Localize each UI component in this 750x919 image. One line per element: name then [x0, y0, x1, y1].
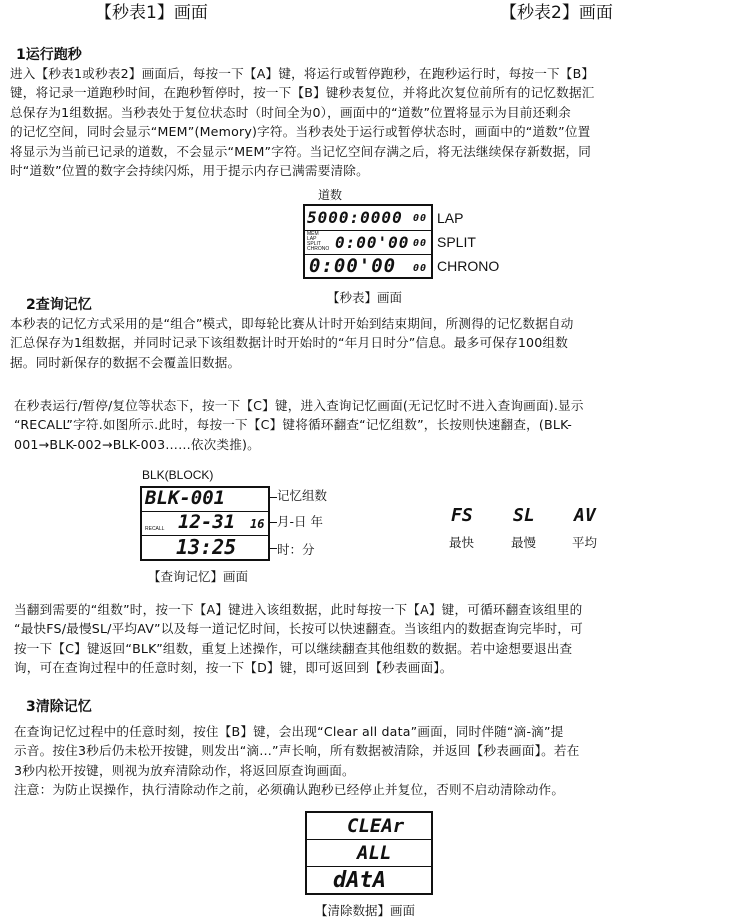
paragraph-line: 注意：为防止误操作，执行清除动作之前，必须确认跑秒已经停止并复位，否则不启动清除动作。: [14, 782, 565, 798]
time-label: 时：分: [277, 542, 315, 557]
split-digits: 0:00'00: [335, 233, 410, 252]
stopwatch-lcd: [303, 204, 433, 279]
mini-label-split: SPLIT: [307, 241, 321, 247]
mini-label-chrono: CHRONO: [307, 246, 330, 252]
stopwatch-diagram: [300, 186, 540, 304]
stat-code-fs: FS: [451, 505, 473, 526]
recall-date: 12-31: [178, 511, 236, 533]
recall-row-block: [142, 488, 268, 512]
paragraph-line: 时“道数”位置的数字会持续闪烁，用于提示内存已满需要清除。: [10, 163, 369, 179]
block-label: BLK(BLOCK): [142, 468, 214, 482]
stat-label-slowest: 最慢: [511, 535, 537, 550]
section1-title: 1运行跑秒: [16, 47, 82, 63]
recall-caption: 【查询记忆】画面: [148, 569, 249, 584]
stats-legend: [447, 505, 617, 555]
stopwatch-caption: 【秒表】画面: [327, 290, 403, 305]
connector-line: [270, 497, 277, 498]
all-text: ALL: [357, 842, 392, 864]
recall-row-date: [142, 512, 268, 536]
lap-count-digits: 5000:0000: [307, 208, 403, 227]
lcd-row-split: [305, 231, 431, 255]
clear-row-1: [307, 813, 431, 840]
clear-diagram: [305, 811, 445, 919]
connector-line: [270, 548, 277, 549]
paragraph-line: 示音。按住3秒后仍未松开按键，则发出“滴…”声长响，所有数据被清除，并返回【秒表画面】。若在: [14, 743, 580, 759]
clear-lcd: [305, 811, 433, 895]
paragraph-line: 的记忆空间，同时会显示“MEM”(Memory)字符。当秒表处于运行或暂停状态时，画面中的“道数”位置: [10, 124, 591, 140]
paragraph-line: 总保存为1组数据。当秒表处于复位状态时（时间全为0），画面中的“道数”位置将显示为目前还剩余: [10, 104, 571, 120]
paragraph-line: 将显示为当前已记录的道数，不会显示“MEM”字符。当记忆空间存满之后，将无法继续保存新数据，同: [10, 143, 592, 159]
paragraph-line: 在秒表运行/暂停/复位等状态下，按一下【C】键，进入查询记忆画面(无记忆时不进入查询画面).显示: [14, 398, 584, 413]
mini-label-mem: MEM: [307, 231, 319, 237]
recall-year: 16: [250, 517, 265, 531]
lap-count-label: 道数: [318, 188, 343, 202]
paragraph-line: 据。同时新保存的数据不会覆盖旧数据。: [10, 354, 241, 370]
clear-row-3: [307, 867, 431, 893]
section3-body: [14, 722, 748, 800]
paragraph-line: 3秒内松开按键，则视为放弃清除动作，将返回原查询画面。: [14, 762, 355, 778]
split-label: SPLIT: [437, 234, 476, 250]
paragraph-line: 汇总保存为1组数据，并同时记录下该组数据计时开始时的“年月日时分”信息。最多可保存100组数: [10, 335, 569, 351]
section2-body-a: [10, 314, 748, 372]
recall-time: 13:25: [176, 535, 237, 559]
right-screen-title: 【秒表2】画面: [500, 3, 613, 23]
lap-hundredths: 00: [413, 213, 428, 224]
paragraph-line: 本秒表的记忆方式采用的是“组合”模式，即每轮比赛从计时开始到结束期间，所测得的记忆数据自动: [10, 316, 574, 331]
date-year-label: 月-日 年: [277, 514, 323, 529]
block-number: BLK-001: [145, 487, 226, 509]
block-count-label: 记忆组数: [277, 488, 328, 503]
lcd-row-chrono: [305, 256, 431, 277]
paragraph-line: 询，可在查询过程中的任意时刻，按一下【D】键，即可返回到【秒表画面】。: [14, 660, 453, 676]
stat-label-average: 平均: [572, 535, 598, 550]
paragraph-line: 001→BLK-002→BLK-003……依次类推)。: [14, 436, 260, 452]
stat-label-fastest: 最快: [449, 535, 475, 550]
clear-row-2: [307, 840, 431, 867]
paragraph-line: 键，将记录一道跑秒时间，在跑秒暂停时，按一下【B】键秒表复位，并将此次复位前所有的记忆数据汇: [10, 85, 595, 101]
stat-code-av: AV: [574, 505, 596, 526]
chrono-digits: 0:00'00: [309, 255, 397, 277]
stat-slowest: [511, 505, 537, 550]
clear-caption: 【清除数据】画面: [315, 903, 416, 918]
paragraph-line: 当翻到需要的“组数”时，按一下【A】键进入该组数据，此时每按一下【A】键，可循环翻查该组里的: [14, 602, 583, 617]
clear-text: CLEAr: [347, 815, 405, 837]
paragraph-line: “最快FS/最慢SL/平均AV”以及每一道记忆时间，长按可以快速翻查。当该组内的数据查询完毕时，可: [14, 621, 583, 637]
paragraph-line: “RECALL”字符.如图所示.此时，每按一下【C】键将循环翻查“记忆组数”，长按则快速翻查，(BLK-: [14, 417, 572, 433]
recall-indicator: RECALL: [145, 526, 165, 532]
lcd-row-lap: [305, 206, 431, 231]
chrono-hundredths: 00: [413, 263, 428, 274]
data-text: dAtA: [333, 868, 386, 893]
mini-label-lap: LAP: [307, 236, 317, 242]
section1-body: [10, 64, 748, 180]
section2-body-b: [14, 396, 748, 454]
section3-title: 3清除记忆: [26, 699, 92, 715]
paragraph-line: 在查询记忆过程中的任意时刻，按住【B】键，会出现“Clear all data”画面，同时伴随“滴-滴”提: [14, 724, 564, 739]
chrono-label: CHRONO: [437, 258, 500, 274]
section2-title: 2查询记忆: [26, 297, 92, 313]
recall-diagram: [140, 468, 380, 588]
paragraph-line: 进入【秒表1或秒表2】画面后，每按一下【A】键，将运行或暂停跑秒，在跑秒运行时，每按一下【B】: [10, 66, 595, 81]
recall-lcd: [140, 486, 270, 561]
stat-code-sl: SL: [513, 505, 535, 526]
paragraph-line: 按一下【C】键返回“BLK”组数，重复上述操作，可以继续翻查其他组数的数据。若中途想要退出查: [14, 640, 573, 656]
stat-average: [572, 505, 598, 550]
left-screen-title: 【秒表1】画面: [95, 3, 208, 23]
connector-line: [270, 522, 277, 523]
stat-fastest: [449, 505, 475, 550]
lap-label: LAP: [437, 210, 464, 226]
section2-body-c: [14, 600, 748, 678]
split-hundredths: 00: [413, 238, 428, 249]
recall-row-time: [142, 536, 268, 559]
